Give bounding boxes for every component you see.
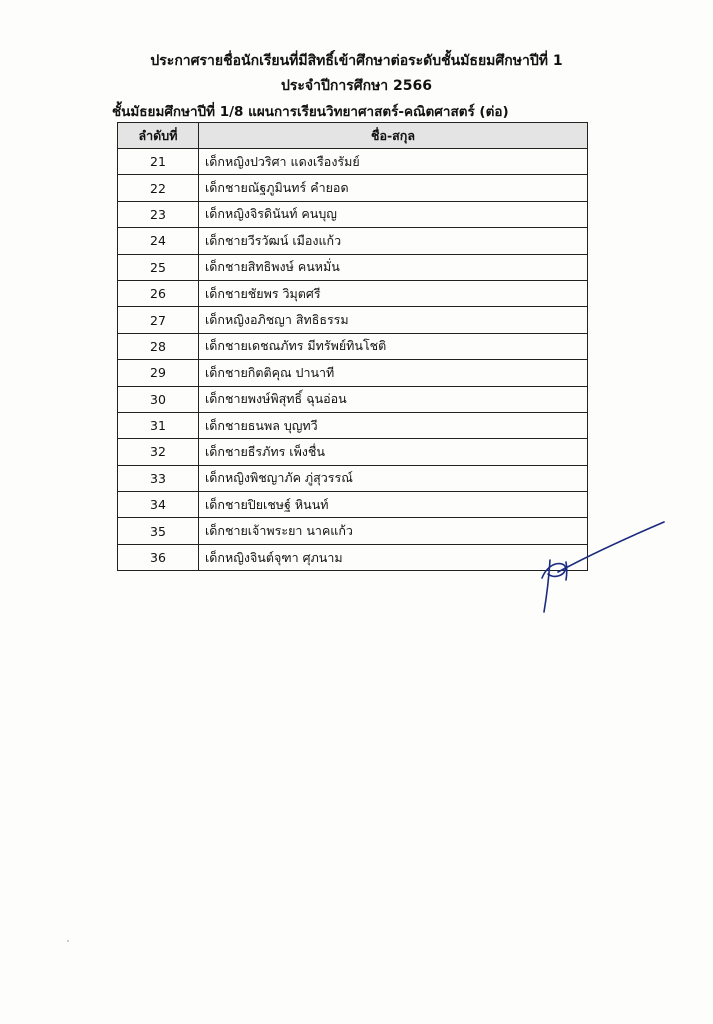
row-student-name: เด็กหญิงจิรดินันท์ คนบุญ <box>199 201 588 227</box>
row-student-name: เด็กชายเดชณภัทร มีทรัพย์ทินโชติ <box>199 333 588 359</box>
row-number: 36 <box>118 544 199 570</box>
row-student-name: เด็กหญิงจินต์จุฑา ศุภนาม <box>199 544 588 570</box>
row-student-name: เด็กชายสิทธิพงษ์ คนหมั่น <box>199 254 588 280</box>
table-header-row <box>118 123 588 149</box>
table-row <box>118 175 588 201</box>
row-number: 24 <box>118 228 199 254</box>
document-title: ประกาศรายชื่อนักเรียนที่มีสิทธิ์เข้าศึกษาต่อระดับชั้นมัธยมศึกษาปีที่ 1 <box>150 53 563 69</box>
row-student-name: เด็กหญิงปวริศา แดงเรืองรัมย์ <box>199 149 588 175</box>
row-student-name: เด็กชายธีรภัทร เพ็งชื่น <box>199 439 588 465</box>
row-student-name: เด็กชายพงษ์พิสุทธิ์ ฉุนอ่อน <box>199 386 588 412</box>
class-subtitle: ชั้นมัธยมศึกษาปีที่ 1/8 แผนการเรียนวิทยาศาสตร์-คณิตศาสตร์ (ต่อ) <box>112 104 509 120</box>
row-student-name: เด็กชายชัยพร วิมุตศรี <box>199 280 588 306</box>
table-row <box>118 201 588 227</box>
table-row <box>118 149 588 175</box>
row-number: 30 <box>118 386 199 412</box>
table-row <box>118 518 588 544</box>
table-row <box>118 333 588 359</box>
row-number: 31 <box>118 412 199 438</box>
row-number: 32 <box>118 439 199 465</box>
row-student-name: เด็กชายเจ้าพระยา นาคแก้ว <box>199 518 588 544</box>
row-number: 25 <box>118 254 199 280</box>
table-row <box>118 386 588 412</box>
scan-speck <box>67 940 69 942</box>
row-number: 22 <box>118 175 199 201</box>
academic-year-title: ประจำปีการศึกษา 2566 <box>280 78 433 94</box>
row-number: 35 <box>118 518 199 544</box>
row-number: 21 <box>118 149 199 175</box>
row-student-name: เด็กหญิงอภิชญา สิทธิธรรม <box>199 307 588 333</box>
row-number: 33 <box>118 465 199 491</box>
table-row <box>118 465 588 491</box>
table-row <box>118 544 588 570</box>
table-row <box>118 412 588 438</box>
table-row <box>118 280 588 306</box>
row-number: 27 <box>118 307 199 333</box>
row-student-name: เด็กชายปิยเชษฐ์ หินนท์ <box>199 492 588 518</box>
row-student-name: เด็กชายณัฐภูมินทร์ คำยอด <box>199 175 588 201</box>
handwritten-signature <box>536 514 671 618</box>
row-number: 29 <box>118 360 199 386</box>
header-number: ลำดับที่ <box>118 123 199 149</box>
row-number: 34 <box>118 492 199 518</box>
row-number: 26 <box>118 280 199 306</box>
table-row <box>118 254 588 280</box>
table-row <box>118 307 588 333</box>
table-row <box>118 439 588 465</box>
row-number: 23 <box>118 201 199 227</box>
student-roster-table <box>117 122 588 571</box>
row-number: 28 <box>118 333 199 359</box>
row-student-name: เด็กชายกิตติคุณ ปานาที <box>199 360 588 386</box>
table-row <box>118 360 588 386</box>
table-row <box>118 228 588 254</box>
row-student-name: เด็กชายธนพล บุญทวี <box>199 412 588 438</box>
row-student-name: เด็กชายวีรวัฒน์ เมืองแก้ว <box>199 228 588 254</box>
table-row <box>118 492 588 518</box>
row-student-name: เด็กหญิงพิชญาภัค ภู่สุวรรณ์ <box>199 465 588 491</box>
header-name: ชื่อ-สกุล <box>199 123 588 149</box>
